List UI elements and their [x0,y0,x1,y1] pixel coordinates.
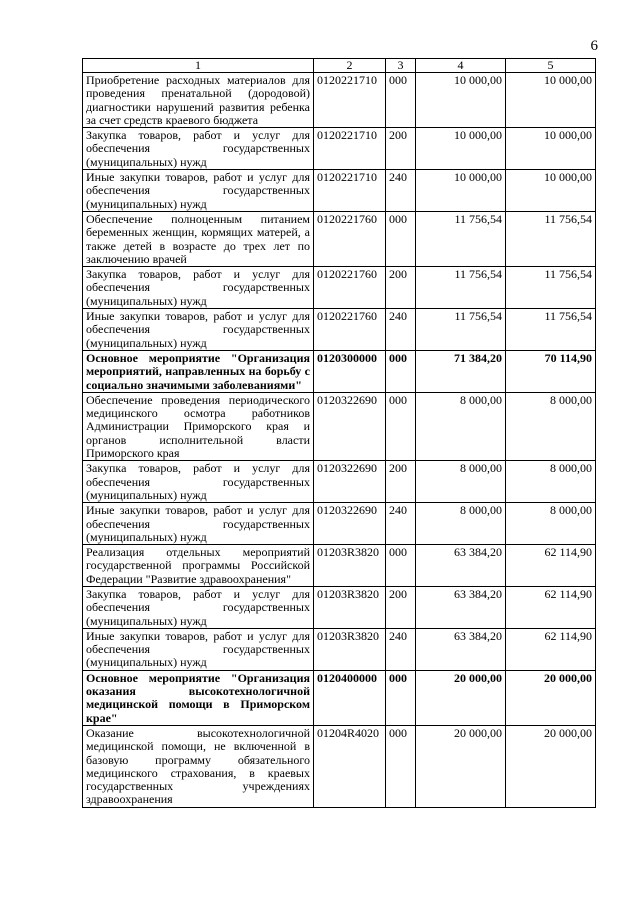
table-row [83,267,596,309]
table-row [83,503,596,545]
table-row [83,392,596,460]
row-code-cell: 01204R4020 [314,725,386,807]
row-type-cell: 000 [386,73,416,128]
row-code-cell: 01203R3820 [314,628,386,670]
table-row [83,586,596,628]
row-type-cell: 240 [386,309,416,351]
table-row [83,350,596,392]
table-row [83,670,596,725]
row-value-col5-cell: 62 114,90 [506,628,596,670]
row-name-cell: Иные закупки товаров, работ и услуг для обеспечения государственных (муниципальных) нужд [83,170,314,212]
row-code-cell: 0120322690 [314,461,386,503]
table-row [83,545,596,587]
row-name-cell: Закупка товаров, работ и услуг для обеспечения государственных (муниципальных) нужд [83,128,314,170]
row-value-col4-cell: 71 384,20 [416,350,506,392]
row-name-cell: Иные закупки товаров, работ и услуг для обеспечения государственных (муниципальных) нужд [83,503,314,545]
row-value-col5-cell: 8 000,00 [506,503,596,545]
table-body [83,73,596,808]
row-value-col4-cell: 63 384,20 [416,586,506,628]
row-value-col4-cell: 20 000,00 [416,670,506,725]
row-value-col4-cell: 8 000,00 [416,503,506,545]
row-value-col5-cell: 8 000,00 [506,461,596,503]
row-type-cell: 240 [386,503,416,545]
row-code-cell: 0120221710 [314,73,386,128]
table-row [83,628,596,670]
column-header-4: 4 [416,59,506,73]
row-name-cell: Основное мероприятие "Организация оказания высокотехнологичной медицинской помощи в Приморском крае" [83,670,314,725]
row-code-cell: 0120221760 [314,211,386,266]
row-code-cell: 0120322690 [314,503,386,545]
row-name-cell: Иные закупки товаров, работ и услуг для обеспечения государственных (муниципальных) нужд [83,309,314,351]
row-value-col4-cell: 11 756,54 [416,267,506,309]
row-value-col5-cell: 10 000,00 [506,128,596,170]
row-name-cell: Иные закупки товаров, работ и услуг для обеспечения государственных (муниципальных) нужд [83,628,314,670]
row-value-col4-cell: 8 000,00 [416,461,506,503]
row-name-cell: Закупка товаров, работ и услуг для обеспечения государственных (муниципальных) нужд [83,267,314,309]
row-value-col4-cell: 10 000,00 [416,170,506,212]
row-name-cell: Закупка товаров, работ и услуг для обеспечения государственных (муниципальных) нужд [83,461,314,503]
column-header-3: 3 [386,59,416,73]
row-type-cell: 200 [386,267,416,309]
row-value-col5-cell: 10 000,00 [506,73,596,128]
row-name-cell: Закупка товаров, работ и услуг для обеспечения государственных (муниципальных) нужд [83,586,314,628]
row-code-cell: 0120221760 [314,309,386,351]
row-value-col4-cell: 10 000,00 [416,128,506,170]
row-value-col5-cell: 62 114,90 [506,545,596,587]
row-code-cell: 0120221760 [314,267,386,309]
row-value-col5-cell: 20 000,00 [506,725,596,807]
row-type-cell: 200 [386,128,416,170]
column-header-2: 2 [314,59,386,73]
column-header-5: 5 [506,59,596,73]
row-type-cell: 000 [386,545,416,587]
table-row [83,211,596,266]
row-value-col5-cell: 70 114,90 [506,350,596,392]
row-value-col5-cell: 8 000,00 [506,392,596,460]
row-name-cell: Приобретение расходных материалов для проведения пренатальной (дородовой) диагностики нарушений развития ребенка за счет средств краевого бюджета [83,73,314,128]
row-code-cell: 0120221710 [314,170,386,212]
row-type-cell: 000 [386,392,416,460]
table-row [83,725,596,807]
row-value-col4-cell: 11 756,54 [416,309,506,351]
row-value-col4-cell: 63 384,20 [416,628,506,670]
row-value-col5-cell: 10 000,00 [506,170,596,212]
row-value-col4-cell: 20 000,00 [416,725,506,807]
row-value-col5-cell: 11 756,54 [506,309,596,351]
table-header-row [83,59,596,73]
row-value-col5-cell: 11 756,54 [506,267,596,309]
table-row [83,170,596,212]
row-code-cell: 01203R3820 [314,545,386,587]
row-name-cell: Обеспечение полноценным питанием беременных женщин, кормящих матерей, а также детей в возрасте до трех лет по заключению врачей [83,211,314,266]
row-value-col4-cell: 10 000,00 [416,73,506,128]
row-name-cell: Основное мероприятие "Организация мероприятий, направленных на борьбу с социально значимыми заболеваниями" [83,350,314,392]
row-value-col4-cell: 8 000,00 [416,392,506,460]
row-type-cell: 200 [386,461,416,503]
row-type-cell: 000 [386,350,416,392]
page-number: 6 [590,38,598,54]
row-type-cell: 000 [386,211,416,266]
row-value-col5-cell: 11 756,54 [506,211,596,266]
row-code-cell: 0120300000 [314,350,386,392]
row-value-col5-cell: 62 114,90 [506,586,596,628]
column-header-1: 1 [83,59,314,73]
table-row [83,128,596,170]
row-type-cell: 000 [386,725,416,807]
row-code-cell: 0120322690 [314,392,386,460]
row-type-cell: 000 [386,670,416,725]
row-name-cell: Обеспечение проведения периодического медицинского осмотра работников Администрации Приморского края и органов исполнительной власти Приморского края [83,392,314,460]
row-code-cell: 0120221710 [314,128,386,170]
row-type-cell: 240 [386,628,416,670]
row-value-col4-cell: 11 756,54 [416,211,506,266]
row-value-col5-cell: 20 000,00 [506,670,596,725]
row-type-cell: 200 [386,586,416,628]
row-type-cell: 240 [386,170,416,212]
budget-table [82,58,596,808]
row-code-cell: 01203R3820 [314,586,386,628]
table-row [83,461,596,503]
table-row [83,309,596,351]
row-code-cell: 0120400000 [314,670,386,725]
row-name-cell: Оказание высокотехнологичной медицинской помощи, не включенной в базовую программу обязательного медицинского страхования, в краевых государственных учреждениях здравоохранения [83,725,314,807]
row-name-cell: Реализация отдельных мероприятий государственной программы Российской Федерации "Развитие здравоохранения" [83,545,314,587]
row-value-col4-cell: 63 384,20 [416,545,506,587]
table-row [83,73,596,128]
